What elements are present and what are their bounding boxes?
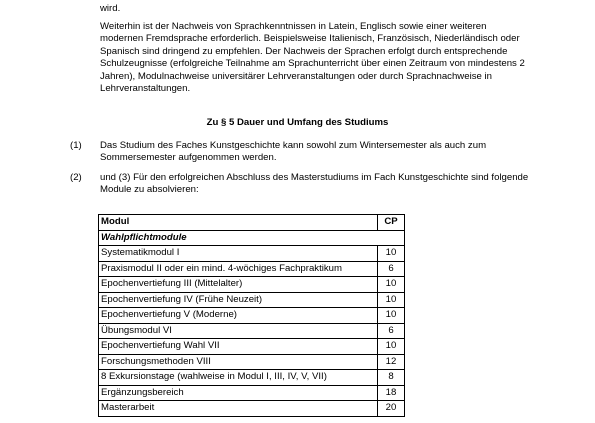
table-row [99, 323, 405, 339]
module-name-cell: Epochenvertiefung V (Moderne) [99, 308, 378, 324]
table-row [99, 370, 405, 386]
item-number-1: (1) [70, 140, 82, 151]
column-header-cp: CP [378, 215, 405, 231]
module-table [98, 214, 405, 417]
credit-points-cell: 10 [378, 339, 405, 355]
item-text-2: und (3) Für den erfolgreichen Abschluss des Masterstudiums im Fach Kunstgeschichte sind folgende Module zu absolvieren: [100, 172, 529, 196]
table-row [99, 354, 405, 370]
item-text-1: Das Studium des Faches Kunstgeschichte kann sowohl zum Wintersemester als auch zum Sommersemester aufgenommen werden. [100, 140, 487, 164]
table-row [99, 339, 405, 355]
credit-points-cell: 10 [378, 308, 405, 324]
credit-points-cell: 20 [378, 401, 405, 417]
credit-points-cell: 8 [378, 370, 405, 386]
module-name-cell: Masterarbeit [99, 401, 378, 417]
item-number-2: (2) [70, 172, 82, 183]
module-name-cell: Praxismodul II oder ein mind. 4-wöchiges Fachpraktikum [99, 261, 378, 277]
module-name-cell: Epochenvertiefung III (Mittelalter) [99, 277, 378, 293]
module-name-cell: Ergänzungsbereich [99, 385, 378, 401]
table-row [99, 261, 405, 277]
credit-points-cell: 12 [378, 354, 405, 370]
module-name-cell: Forschungsmethoden VIII [99, 354, 378, 370]
module-name-cell: Übungsmodul VI [99, 323, 378, 339]
credit-points-cell: 10 [378, 292, 405, 308]
table-row [99, 277, 405, 293]
group-label: Wahlpflichtmodule [99, 230, 405, 246]
credit-points-cell: 6 [378, 323, 405, 339]
credit-points-cell: 18 [378, 385, 405, 401]
table-row [99, 308, 405, 324]
credit-points-cell: 10 [378, 246, 405, 262]
credit-points-cell: 10 [378, 277, 405, 293]
table-row [99, 385, 405, 401]
module-name-cell: 8 Exkursionstage (wahlweise in Modul I, III, IV, V, VII) [99, 370, 378, 386]
section-heading: Zu § 5 Dauer und Umfang des Studiums [206, 117, 389, 128]
intro-tail-text: wird. [100, 3, 121, 14]
table-row [99, 292, 405, 308]
module-name-cell: Epochenvertiefung IV (Frühe Neuzeit) [99, 292, 378, 308]
table-row [99, 401, 405, 417]
column-header-module: Modul [99, 215, 378, 231]
credit-points-cell: 6 [378, 261, 405, 277]
language-requirements-paragraph: Weiterhin ist der Nachweis von Sprachkenntnissen in Latein, Englisch sowie einer weiteren modernen Fremdsprache erforderlich. Beispielsweise Italienisch, Französisch, Niederländisch oder Spanisch sind dringend zu empfehlen. Der Nachweis der Sprachen erfolgt durch entsprechende Schulzeugnisse (erfolgreiche Teilnahme am Sprachunterricht über einen Zeitraum von mindestens 2 Jahren), Modulnachweise universitärer Lehrveranstaltungen oder durch Sprachnachweise in Lehrveranstaltungen. [100, 21, 525, 95]
module-name-cell: Epochenvertiefung Wahl VII [99, 339, 378, 355]
table-group-row [99, 230, 405, 246]
table-row [99, 246, 405, 262]
module-name-cell: Systematikmodul I [99, 246, 378, 262]
table-header-row [99, 215, 405, 231]
